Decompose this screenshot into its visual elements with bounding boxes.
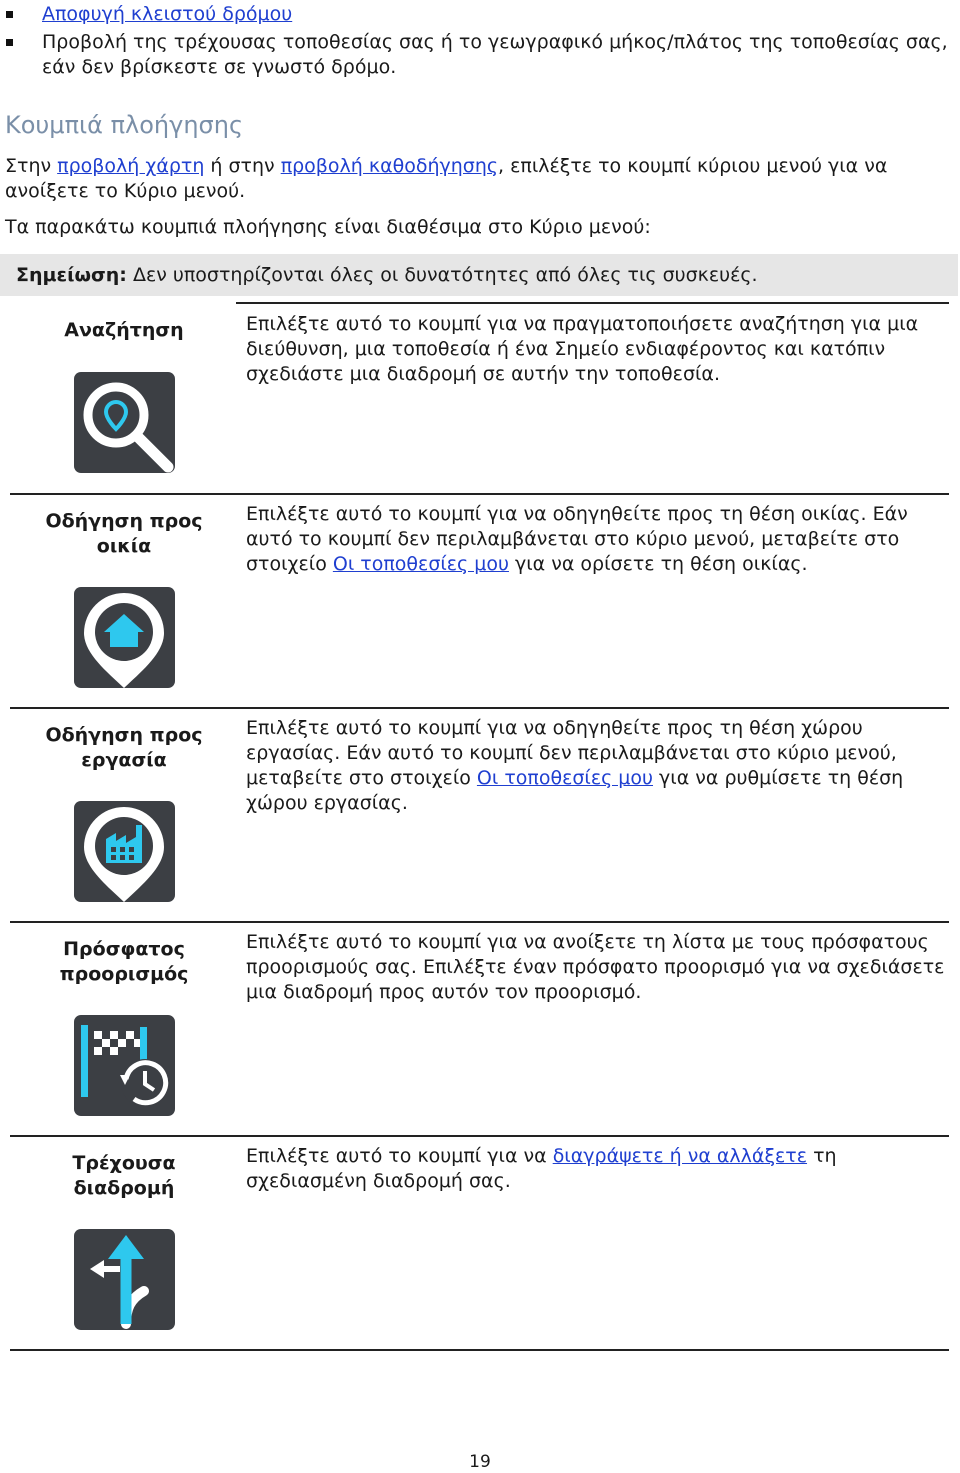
map-view-link[interactable]: προβολή χάρτη — [57, 155, 205, 177]
row-divider — [10, 707, 949, 709]
bullet-item — [0, 2, 955, 27]
note-box — [0, 254, 958, 296]
home-pin-icon[interactable] — [74, 587, 175, 688]
route-title: Τρέχουσα διαδρομή — [72, 1152, 176, 1199]
guidance-view-link[interactable]: προβολή καθοδήγησης — [280, 155, 499, 177]
my-places-link[interactable]: Οι τοποθεσίες μου — [332, 553, 509, 575]
work-description — [246, 716, 946, 816]
work-title: Οδήγηση προς εργασία — [45, 724, 203, 771]
route-desc-prefix: Επιλέξτε αυτό το κουμπί για να — [246, 1145, 553, 1167]
home-desc-suffix: για να ορίσετε τη θέση οικίας. — [508, 553, 808, 575]
row-divider — [10, 1135, 949, 1137]
note-text: Δεν υποστηρίζονται όλες οι δυνατότητες από όλες τις συσκευές. — [126, 264, 758, 286]
bullet-text: Προβολή της τρέχουσας τοποθεσίας σας ή το γεωγραφικό μήκος/πλάτος της τοποθεσίας σας, εάν δεν βρίσκεστε σε γνωστό δρόμο. — [42, 31, 948, 78]
page-number: 19 — [469, 1452, 491, 1472]
recent-destination-icon[interactable] — [74, 1015, 175, 1116]
intro-suffix: , επιλέξτε το κουμπί κύριου μενού για να ανοίξετε το Κύριο μενού. — [5, 155, 888, 202]
delete-or-change-route-link[interactable]: διαγράψετε ή να αλλάξετε — [552, 1145, 808, 1167]
my-places-link[interactable]: Οι τοποθεσίες μου — [476, 767, 654, 789]
intro-paragraph — [5, 154, 955, 204]
row-divider — [10, 1349, 949, 1351]
row-divider — [10, 493, 949, 495]
note-label: Σημείωση: — [16, 264, 127, 286]
recent-description: Επιλέξτε αυτό το κουμπί για να ανοίξετε τη λίστα με τους πρόσφατους προορισμούς σας. Επιλέξτε έναν πρόσφατο προορισμό για να σχεδιάσετε μια διαδρομή προς αυτόν τον προορισμό. — [246, 931, 945, 1003]
route-description — [246, 1144, 946, 1194]
bullet-list — [0, 2, 955, 83]
search-title: Αναζήτηση — [64, 319, 184, 341]
row-divider — [236, 302, 949, 304]
home-description — [246, 502, 946, 577]
work-pin-icon[interactable] — [74, 801, 175, 902]
work-desc-prefix: Επιλέξτε αυτό το κουμπί για να οδηγηθείτε προς τη θέση χώρου εργασίας. Εάν αυτό το κουμπί δεν περιλαμβάνεται στο κύριο μενού, μεταβείτε στο στοιχείο — [246, 717, 897, 789]
route-desc-suffix: τη σχεδιασμένη διαδρομή σας. — [246, 1145, 837, 1192]
intro-middle: ή στην — [204, 155, 281, 177]
home-desc-prefix: Επιλέξτε αυτό το κουμπί για να οδηγηθείτε προς τη θέση οικίας. Εάν αυτό το κουμπί δεν περιλαμβάνεται στο κύριο μενού, μεταβείτε στο στοιχείο — [246, 503, 908, 575]
available-buttons-text: Τα παρακάτω κουμπιά πλοήγησης είναι διαθέσιμα στο Κύριο μενού: — [5, 216, 651, 238]
bullet-item — [0, 30, 955, 80]
section-title: Κουμπιά πλοήγησης — [5, 111, 244, 139]
avoid-closed-road-link[interactable]: Αποφυγή κλειστού δρόμου — [42, 3, 293, 25]
intro-prefix: Στην — [5, 155, 58, 177]
current-route-icon[interactable] — [74, 1229, 175, 1330]
work-desc-suffix: για να ρυθμίσετε τη θέση χώρου εργασίας. — [246, 767, 904, 814]
search-description: Επιλέξτε αυτό το κουμπί για να πραγματοποιήσετε αναζήτηση για μια διεύθυνση, μια τοποθεσία ή ένα Σημείο ενδιαφέροντος και κατόπιν σχεδιάστε μια διαδρομή σε αυτήν την τοποθεσία. — [246, 313, 919, 385]
home-title: Οδήγηση προς οικία — [45, 510, 203, 557]
row-divider — [10, 921, 949, 923]
recent-title: Πρόσφατος προορισμός — [59, 938, 189, 985]
search-icon[interactable] — [74, 372, 175, 473]
